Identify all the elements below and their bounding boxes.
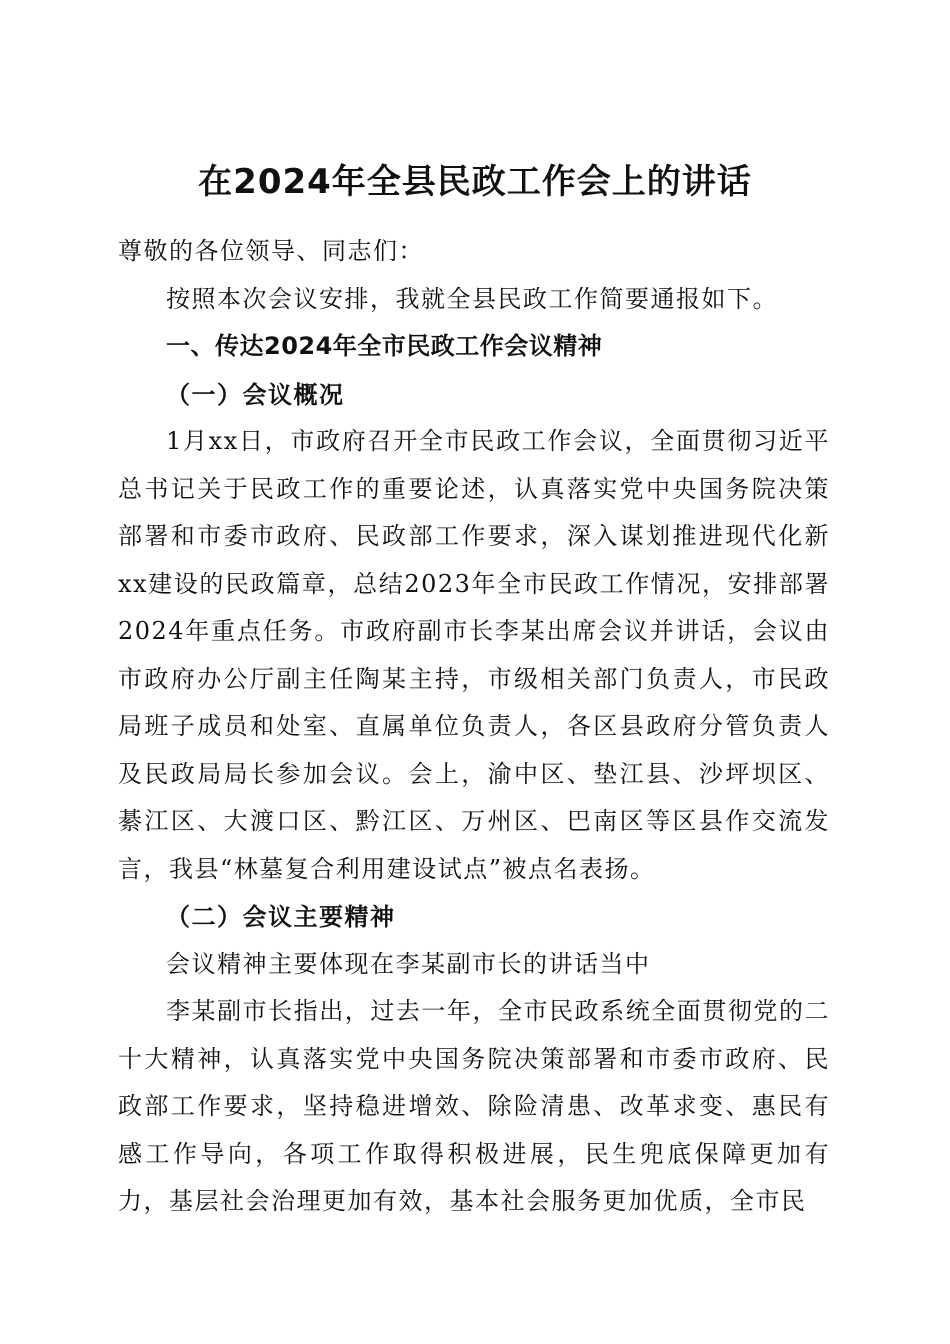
document-title: 在2024年全县民政工作会上的讲话: [198, 161, 752, 202]
meeting-overview-paragraph: 1月xx日，市政府召开全市民政工作会议，全面贯彻习近平总书记关于民政工作的重要论述，认真落实党中央国务院决策部署和市委市政府、民政部工作要求，深入谋划推进现代化新xx建设的民政篇章，总结2023年全市民政工作情况，安排部署2024年重点任务。市政府副市长李某出席会议并讲话，会议由市政府办公厅副主任陶某主持，市级相关部门负责人，市民政局班子成员和处室、直属单位负责人，各区县政府分管负责人及民政局局长参加会议。会上，渝中区、垫江县、沙坪坝区、綦江区、大渡口区、黔江区、万州区、巴南区等区县作交流发言，我县“林墓复合利用建设试点”被点名表扬。: [118, 427, 830, 883]
intro-paragraph: 按照本次会议安排，我就全县民政工作简要通报如下。: [166, 284, 778, 313]
salutation: 尊敬的各位领导、同志们：: [118, 237, 424, 265]
section-heading-1: 一、传达2024年全市民政工作会议精神: [166, 332, 603, 360]
vice-mayor-speech-paragraph: 李某副市长指出，过去一年，全市民政系统全面贯彻党的二十大精神，认真落实党中央国务院决策部署和市委市政府、民政部工作要求，坚持稳进增效、除险清患、改革求变、惠民有感工作导向，各项工作取得积极进展，民生兜底保障更加有力，基层社会治理更加有效，基本社会服务更加优质，全市民: [118, 997, 830, 1215]
document-body: [118, 228, 830, 1226]
main-spirit-intro-paragraph: 会议精神主要体现在李某副市长的讲话当中: [166, 949, 651, 978]
subsection-heading-1: （一）会议概况: [166, 379, 345, 409]
subsection-heading-2: （二）会议主要精神: [166, 902, 396, 931]
